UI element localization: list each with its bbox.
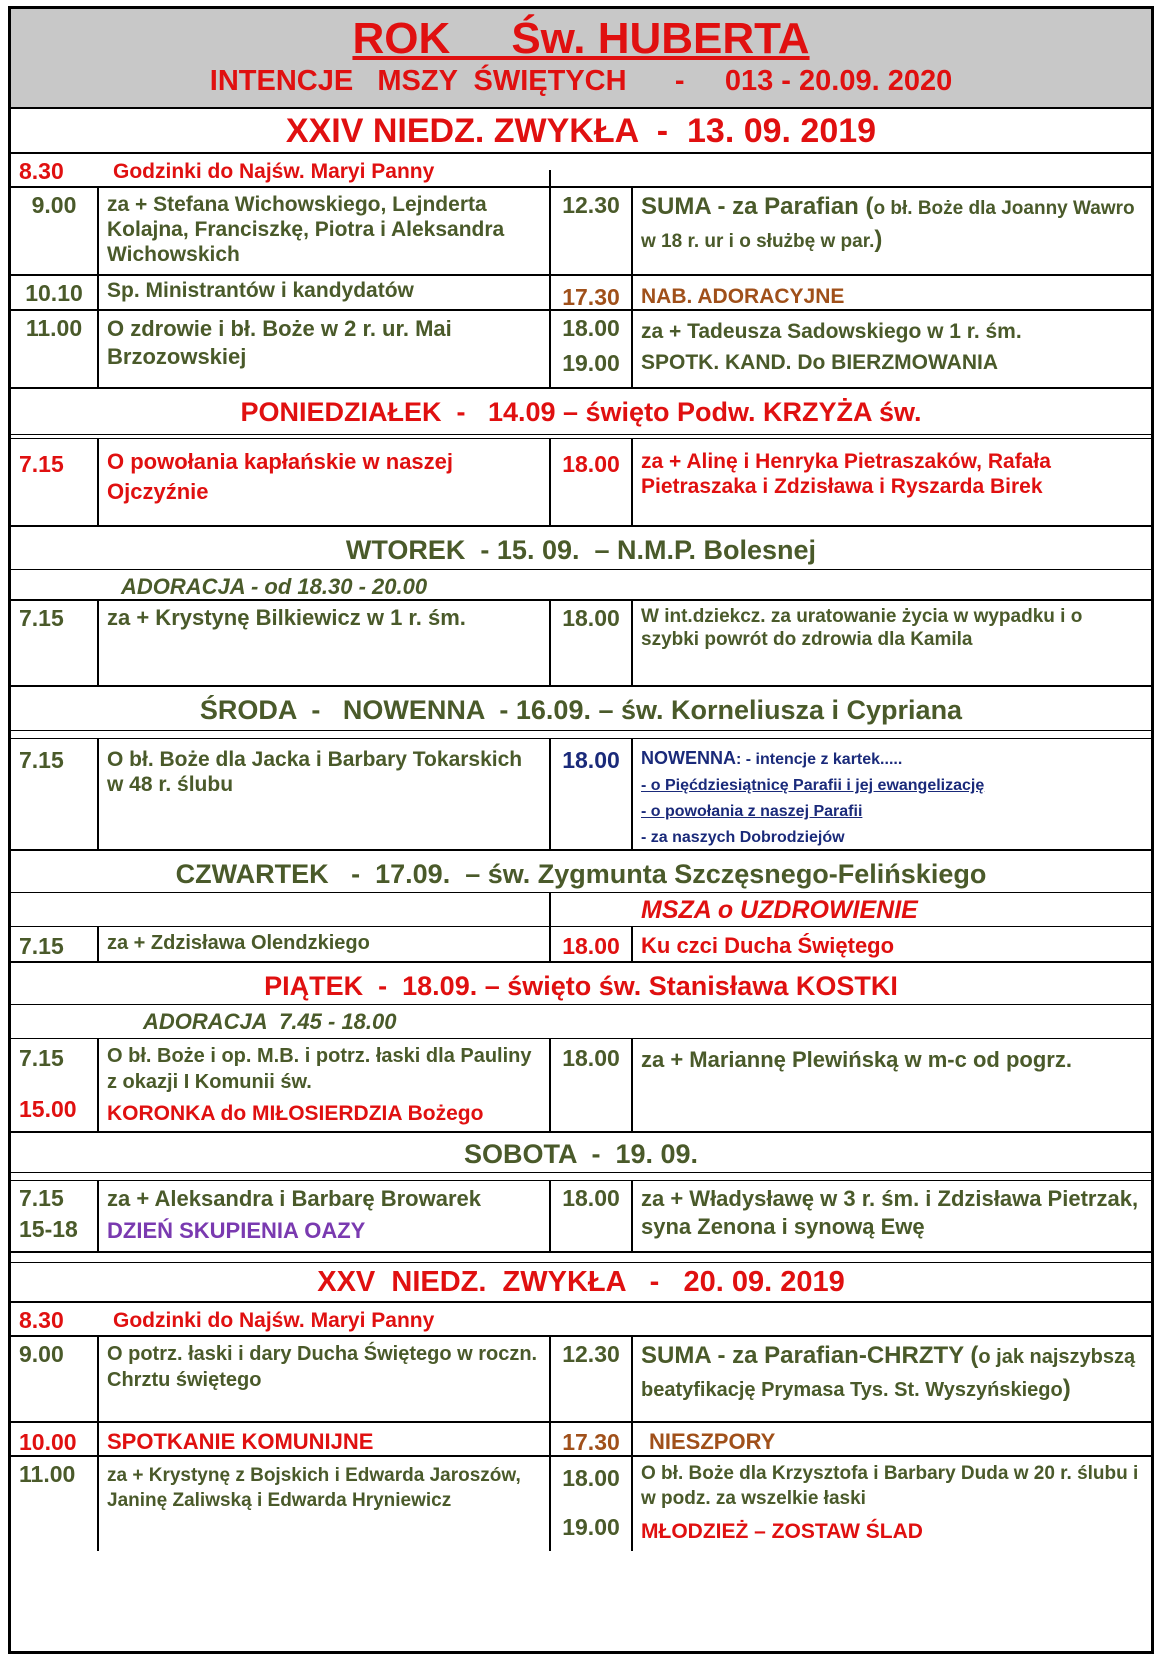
sheet-header <box>11 9 1151 109</box>
sunday1-heading-row <box>11 109 1151 154</box>
time-label: 19.00 <box>562 350 620 376</box>
friday-note-row <box>11 1005 1151 1039</box>
intention-text: za + Krystynę Bilkiewicz w 1 r. śm. <box>107 605 466 630</box>
time-label: 7.15 <box>19 1045 64 1071</box>
intention-text: SPOTKANIE KOMUNIJNE <box>107 1429 374 1454</box>
intention-text: NIESZPORY <box>649 1429 776 1454</box>
intention-text: za + Zdzisława Olendzkiego <box>107 932 370 954</box>
time-label: 18.00 <box>562 605 620 631</box>
time-label: 9.00 <box>31 192 77 218</box>
sunday1-heading: XXIV NIEDZ. ZWYKŁA - 13. 09. 2019 <box>285 112 877 150</box>
novena-line: - o powołania z naszej Parafii <box>641 803 863 820</box>
intention-text: O bł. Boże dla Jacka i Barbary Tokarskich w 48 r. ślubu <box>107 748 523 796</box>
time-label: 18.00 <box>562 315 620 341</box>
healing-mass-note: MSZA o UZDROWIENIE <box>641 896 918 924</box>
saturday-row <box>11 1181 1151 1253</box>
sheet-title: ROK Św. HUBERTA <box>352 14 810 63</box>
intention-text: za + Mariannę Plewińską w m-c od pogrz. <box>641 1047 1072 1072</box>
time-label: 18.00 <box>562 933 620 959</box>
time-label: 10.00 <box>19 1429 77 1455</box>
sunday2-row-1 <box>11 1337 1151 1423</box>
tuesday-row <box>11 601 1151 687</box>
sunday1-row-2 <box>11 276 1151 311</box>
thursday-heading: CZWARTEK - 17.09. – św. Zygmunta Szczęsnego-Felińskiego <box>175 859 987 889</box>
novena-line: - za naszych Dobrodziejów <box>641 829 845 846</box>
monday-heading: PONIEDZIAŁEK - 14.09 – święto Podw. KRZYŻA św. <box>240 397 922 427</box>
tuesday-heading: WTOREK - 15. 09. – N.M.P. Bolesnej <box>345 535 817 565</box>
intention-text: DZIEŃ SKUPIENIA OAZY <box>107 1218 366 1243</box>
suma-intention: SUMA - za Parafian (o bł. Boże dla Joanny Wawro w 18 r. ur i o służbę w par.) <box>641 193 1135 253</box>
friday-heading-row <box>11 963 1151 1005</box>
time-label: 7.15 <box>19 605 64 631</box>
separator <box>11 1173 1151 1181</box>
novena-line: NOWENNA: - intencje z kartek..... <box>641 748 903 768</box>
wednesday-row <box>11 739 1151 851</box>
monday-row <box>11 439 1151 527</box>
time-label: 7.15 <box>19 451 64 477</box>
intention-text: Ku czci Ducha Świętego <box>641 933 895 958</box>
intention-text: O bł. Boże i op. M.B. i potrz. łaski dla Pauliny z okazji I Komunii św. <box>107 1045 532 1093</box>
thursday-note-row <box>11 893 1151 927</box>
novena-line: - o Pięćdziesiątnicę Parafii i jej ewangelizację <box>641 777 985 794</box>
saturday-heading: SOBOTA - 19. 09. <box>463 1139 699 1169</box>
separator <box>11 731 1151 739</box>
sunday2-heading-row <box>11 1263 1151 1303</box>
wednesday-heading: ŚRODA - NOWENNA - 16.09. – św. Korneliusza i Cypriana <box>199 695 963 725</box>
intention-text: W int.dziekcz. za uratowanie życia w wypadku i o szybki powrót do zdrowia dla Kamila <box>641 606 1083 650</box>
time-label: 11.00 <box>25 315 83 341</box>
sunday2-row-godzinki <box>11 1303 1151 1337</box>
sunday2-row-3 <box>11 1457 1151 1551</box>
suma-intention: SUMA - za Parafian-CHRZTY (o jak najszybszą beatyfikację Prymasa Tys. St. Wyszyńskiego) <box>641 1342 1136 1402</box>
sheet-subtitle: INTENCJE MSZY ŚWIĘTYCH - 013 - 20.09. 2020 <box>209 65 953 97</box>
time-label: 7.15 <box>19 747 64 773</box>
separator <box>11 1253 1151 1263</box>
time-label: 7.15 <box>19 1185 64 1211</box>
time-label: 15.00 <box>19 1096 77 1122</box>
thursday-heading-row <box>11 851 1151 893</box>
intention-text: O powołania kapłańskie w naszej Ojczyźnie <box>107 449 454 504</box>
friday-row <box>11 1039 1151 1133</box>
thursday-row <box>11 927 1151 963</box>
sunday2-row-2 <box>11 1423 1151 1457</box>
intention-text: KORONKA do MIŁOSIERDZIA Bożego <box>107 1102 484 1125</box>
friday-heading: PIĄTEK - 18.09. – święto św. Stanisława KOSTKI <box>264 971 898 1001</box>
time-label: 11.00 <box>19 1461 76 1487</box>
time-label: 17.30 <box>562 1429 620 1455</box>
time-label: 18.00 <box>562 1465 620 1491</box>
saturday-heading-row <box>11 1133 1151 1173</box>
intention-text: O zdrowie i bł. Boże w 2 r. ur. Mai Brzozowskiej <box>107 316 452 369</box>
sunday1-row-godzinki <box>11 154 1151 188</box>
intention-text: za + Krystynę z Bojskich i Edwarda Jaroszów, Janinę Zaliwską i Edwarda Hryniewicz <box>107 1465 521 1511</box>
intention-text: za + Aleksandra i Barbarę Browarek <box>107 1186 481 1211</box>
time-label: 9.00 <box>19 1341 64 1367</box>
time-label: 8.30 <box>19 1307 64 1333</box>
time-label: 18.00 <box>562 747 620 773</box>
intention-text: O potrz. łaski i dary Ducha Świętego w roczn. Chrztu świętego <box>107 1343 538 1391</box>
adoration-note: ADORACJA 7.45 - 18.00 <box>143 1009 397 1034</box>
tuesday-heading-row <box>11 527 1151 569</box>
intention-text: MŁODZIEŻ – ZOSTAW ŚLAD <box>641 1520 923 1543</box>
time-label: 12.30 <box>562 192 620 218</box>
intention-text: Godzinki do Najśw. Maryi Panny <box>113 1309 435 1332</box>
time-label: 18.00 <box>562 1045 620 1071</box>
time-label: 15-18 <box>19 1216 78 1242</box>
sunday1-row-1 <box>11 188 1151 276</box>
time-label: 8.30 <box>19 158 64 184</box>
monday-heading-row <box>11 389 1151 435</box>
intentions-sheet <box>8 6 1154 1654</box>
time-label: 7.15 <box>19 933 64 959</box>
time-label: 12.30 <box>562 1341 620 1367</box>
adoration-note: ADORACJA - od 18.30 - 20.00 <box>121 574 428 599</box>
intention-text: za + Stefana Wichowskiego, Lejnderta Kolajna, Franciszkę, Piotra i Aleksandra Wichowskich <box>107 193 505 266</box>
time-label: 18.00 <box>562 451 620 477</box>
intention-text: NAB. ADORACYJNE <box>641 285 845 308</box>
sunday1-row-3 <box>11 311 1151 389</box>
time-label: 18.00 <box>562 1185 620 1211</box>
intention-text: O bł. Boże dla Krzysztofa i Barbary Duda w 20 r. ślubu i w podz. za wszelkie łaski <box>641 1463 1139 1509</box>
intention-text: Sp. Ministrantów i kandydatów <box>107 279 414 302</box>
time-label: 17.30 <box>562 284 620 309</box>
intention-text: SPOTK. KAND. Do BIERZMOWANIA <box>641 351 998 374</box>
time-label: 10.10 <box>25 280 83 306</box>
intention-text: za + Alinę i Henryka Pietraszaków, Rafała Pietraszaka i Zdzisława i Ryszarda Birek <box>641 450 1051 498</box>
sunday2-heading: XXV NIEDZ. ZWYKŁA - 20. 09. 2019 <box>317 1266 845 1298</box>
intention-text: za + Tadeusza Sadowskiego w 1 r. śm. <box>641 320 1022 343</box>
wednesday-heading-row <box>11 687 1151 731</box>
intention-text: Godzinki do Najśw. Maryi Panny <box>113 160 435 183</box>
tuesday-note-row <box>11 569 1151 601</box>
time-label: 19.00 <box>562 1514 620 1540</box>
intention-text: za + Władysławę w 3 r. śm. i Zdzisława Pietrzak, syna Zenona i synową Ewę <box>641 1186 1139 1239</box>
